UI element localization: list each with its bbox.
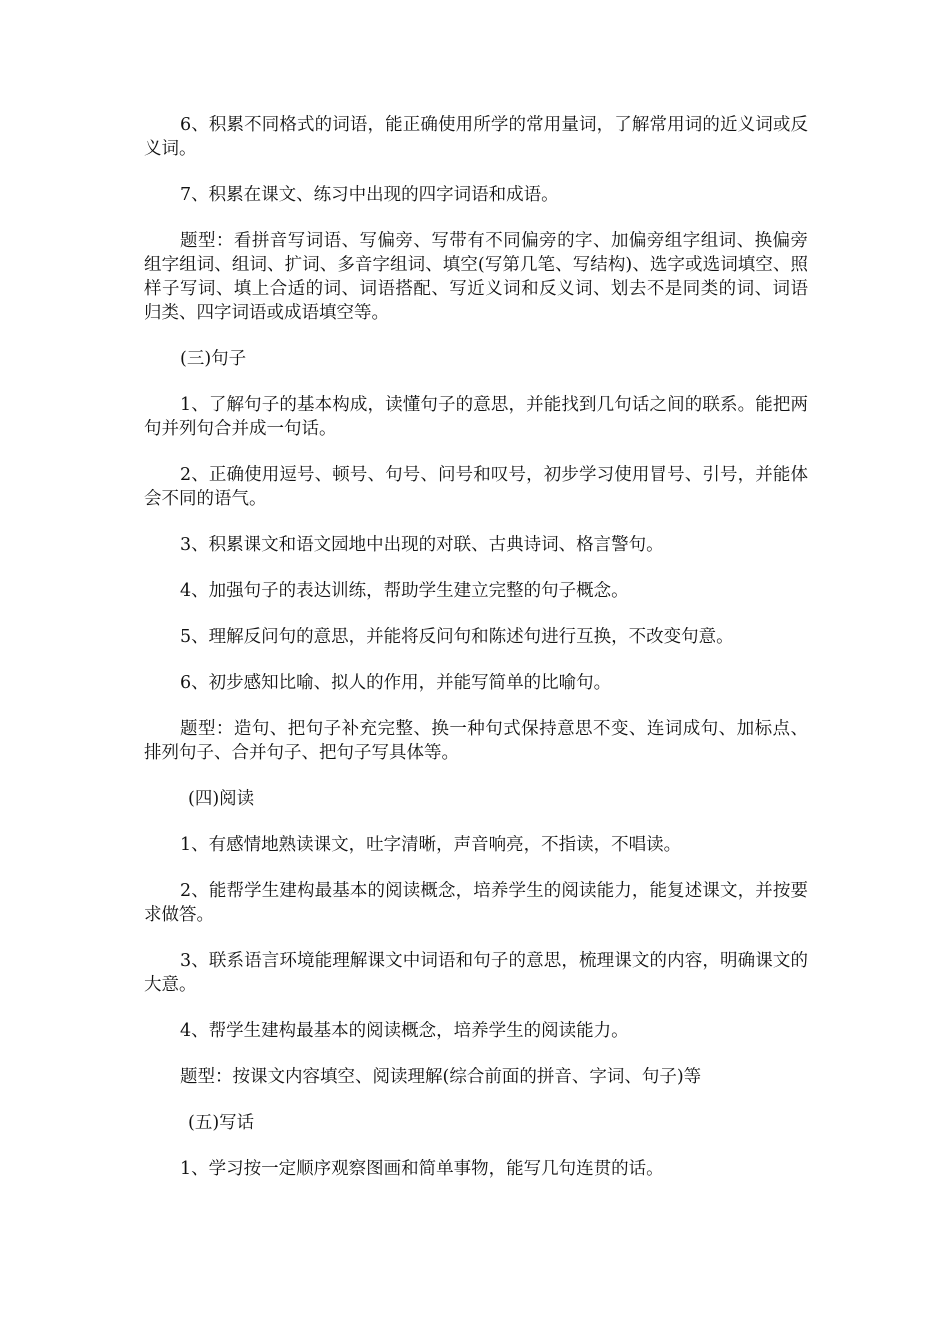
paragraph-sentences-2: 2、正确使用逗号、顿号、句号、问号和叹号，初步学习使用冒号、引号，并能体会不同的语气。	[144, 465, 808, 509]
paragraph-reading-3: 3、联系语言环境能理解课文中词语和句子的意思，梳理课文的内容，明确课文的大意。	[144, 951, 808, 995]
paragraph-vocab-7: 7、积累在课文、练习中出现的四字词语和成语。	[180, 185, 559, 205]
document-body	[144, 113, 808, 1203]
section-heading-sentences: (三)句子	[180, 349, 247, 369]
paragraph-sentences-4: 4、加强句子的表达训练，帮助学生建立完整的句子概念。	[180, 581, 629, 601]
paragraph-sentences-5: 5、理解反问句的意思，并能将反问句和陈述句进行互换，不改变句意。	[180, 627, 734, 647]
section-heading-writing: (五)写话	[188, 1113, 255, 1133]
paragraph-reading-2: 2、能帮学生建构最基本的阅读概念，培养学生的阅读能力，能复述课文，并按要求做答。	[144, 881, 808, 925]
paragraph-writing-1: 1、学习按一定顺序观察图画和简单事物，能写几句连贯的话。	[180, 1159, 664, 1179]
section-heading-reading: (四)阅读	[188, 789, 255, 809]
paragraph-sentences-6: 6、初步感知比喻、拟人的作用，并能写简单的比喻句。	[180, 673, 612, 693]
paragraph-vocab-6: 6、积累不同格式的词语，能正确使用所学的常用量词，了解常用词的近义词或反义词。	[144, 115, 808, 159]
paragraph-sentences-1: 1、了解句子的基本构成，读懂句子的意思，并能找到几句话之间的联系。能把两句并列句合并成一句话。	[144, 395, 808, 439]
paragraph-reading-1: 1、有感情地熟读课文，吐字清晰，声音响亮，不指读，不唱读。	[180, 835, 682, 855]
paragraph-reading-question-types: 题型：按课文内容填空、阅读理解(综合前面的拼音、字词、句子)等	[180, 1067, 702, 1087]
paragraph-sentences-3: 3、积累课文和语文园地中出现的对联、古典诗词、格言警句。	[180, 535, 664, 555]
paragraph-reading-4: 4、帮学生建构最基本的阅读概念，培养学生的阅读能力。	[180, 1021, 629, 1041]
paragraph-vocab-question-types: 题型：看拼音写词语、写偏旁、写带有不同偏旁的字、加偏旁组字组词、换偏旁组字组词、组词、扩词、多音字组词、填空(写第几笔、写结构)、选字或选词填空、照样子写词、填上合适的词、词语搭配、写近义词和反义词、划去不是同类的词、词语归类、四字词语或成语填空等。	[144, 231, 808, 323]
paragraph-sentences-question-types: 题型：造句、把句子补充完整、换一种句式保持意思不变、连词成句、加标点、排列句子、合并句子、把句子写具体等。	[144, 719, 808, 763]
